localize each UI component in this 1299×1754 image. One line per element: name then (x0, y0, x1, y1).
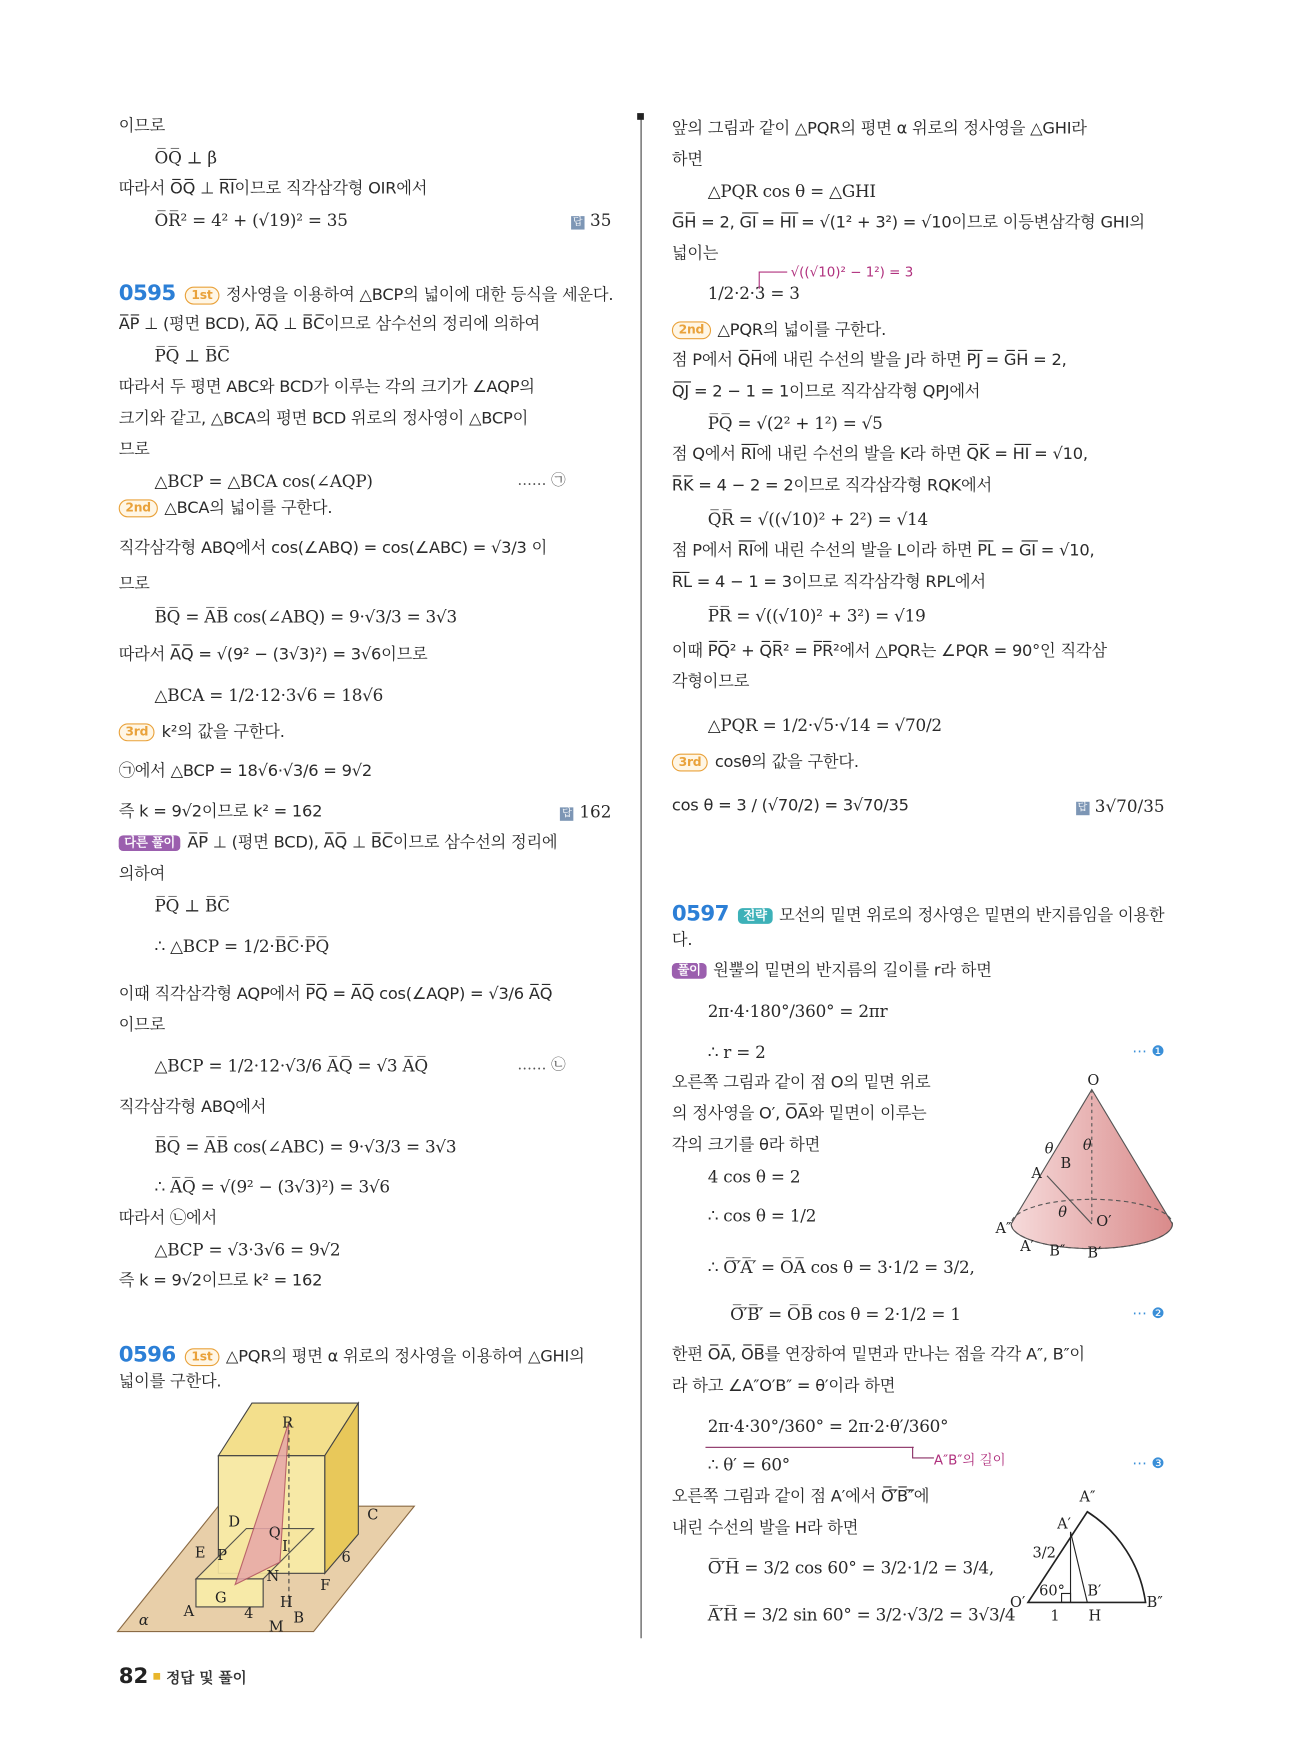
line-text: 즉 k = 9√2이므로 k² = 162 (118, 802, 323, 821)
answer-icon: 답 (572, 217, 583, 229)
text-line (119, 312, 540, 337)
text-line (119, 800, 323, 825)
line-text: 크기와 같고, △BCA의 평면 BCD 위로의 정사영이 △BCP이 (118, 409, 529, 428)
text-line (672, 148, 703, 173)
text-line (708, 1165, 801, 1190)
text-line (119, 375, 535, 400)
line-text: 점 Q에서 R̅I̅에 내린 수선의 발을 K라 하면 Q̅K̅ = H̅I̅ = √10, (671, 445, 1088, 464)
problem-heading (119, 281, 614, 308)
text-line (708, 1040, 766, 1065)
line-text: ∴ θ′ = 60° (707, 1454, 790, 1475)
svg-text:A: A (183, 1602, 195, 1620)
line-text: O̅′̅B̅′̅ = O̅B̅ cos θ = 2·1/2 = 1 (730, 1304, 961, 1325)
problem-heading (119, 1343, 585, 1370)
problem-heading (672, 901, 1164, 928)
text-line (672, 211, 1145, 236)
text-line (672, 670, 749, 695)
line-text: 각의 크기를 θ라 하면 (671, 1136, 821, 1155)
line-text: A̅P̅ ⊥ (평면 BCD), A̅Q̅ ⊥ B̅C̅이므로 삼수선의 정리에 의하여 (118, 315, 541, 334)
footer-square-icon (154, 1673, 161, 1680)
text-line (672, 442, 1088, 467)
text-line (155, 469, 373, 494)
line-text: 점 P에서 R̅I̅에 내린 수선의 발을 L이라 하면 P̅L̅ = G̅I̅ = √10, (671, 541, 1095, 560)
text-line (155, 1054, 428, 1079)
line-text: 이때 P̅Q̅² + Q̅R̅² = P̅R̅²에서 △PQR는 ∠PQR = 90°인 직각삼 (671, 642, 1107, 661)
text-line (672, 318, 886, 343)
text-line (672, 794, 909, 819)
line-text: B̅Q̅ = A̅B̅ cos(∠ABQ) = 9·√3/3 = 3√3 (154, 606, 457, 628)
line-text: P̅R̅ = √((√10)² + 3²) = √19 (707, 605, 926, 626)
equation-marker: …… ㉡ (517, 1057, 566, 1074)
line-text: 므로 (118, 441, 150, 460)
svg-text:6: 6 (341, 1549, 351, 1567)
text-line (708, 999, 888, 1024)
step-badge: 3rd (672, 754, 708, 772)
text-line (672, 1102, 927, 1127)
line-text: 의 정사영을 O′, O̅A̅와 밑면이 이루는 (671, 1105, 927, 1124)
text-line (119, 536, 547, 561)
line-text: 모선의 밑면 위로의 정사영은 밑면의 반지름임을 이용한 (779, 907, 1165, 925)
problem-number: 0596 (118, 1342, 176, 1368)
text-line (119, 114, 165, 139)
text-line (119, 1370, 222, 1395)
svg-text:M: M (268, 1618, 284, 1636)
line-text: cos θ = 3 / (√70/2) = 3√70/35 (671, 797, 909, 816)
line-text: 오른쪽 그림과 같이 점 O의 밑면 위로 (671, 1073, 931, 1092)
equation-marker: ⋯ ❷ (1132, 1305, 1165, 1323)
svg-text:A″: A″ (995, 1219, 1012, 1237)
step-badge: 3rd (119, 723, 155, 741)
text-line (119, 1206, 217, 1231)
svg-text:A′: A′ (1057, 1515, 1071, 1533)
svg-text:N: N (266, 1568, 280, 1586)
line-text: 즉 k = 9√2이므로 k² = 162 (118, 1272, 323, 1291)
svg-text:F: F (320, 1577, 331, 1595)
svg-text:α: α (138, 1611, 149, 1629)
svg-text:B: B (293, 1609, 305, 1627)
svg-text:Q: Q (268, 1524, 281, 1542)
text-line (708, 1452, 790, 1477)
line-text: 따라서 A̅Q̅ = √(9² − (3√3)²) = 3√6이므로 (118, 646, 428, 665)
text-line (119, 496, 333, 521)
text-line (672, 474, 992, 499)
text-line (708, 1204, 816, 1229)
text-line (672, 959, 992, 984)
equation-marker: ⋯ ❸ (1132, 1455, 1165, 1473)
page-footer (119, 1664, 247, 1689)
line-text: 이므로 (118, 117, 166, 136)
alt-badge: 다른 풀이 (119, 835, 181, 851)
text-line (672, 539, 1095, 564)
answer (571, 208, 611, 233)
svg-text:θ: θ (1082, 1137, 1092, 1155)
divider-marker (637, 113, 644, 120)
line-text: 원뿔의 밑면의 반지름의 길이를 r라 하면 (713, 961, 992, 980)
text-line (119, 831, 558, 856)
text-line (119, 982, 553, 1007)
text-line (119, 177, 428, 202)
svg-text:O′: O′ (1096, 1213, 1112, 1231)
line-text: 각형이므로 (671, 672, 750, 691)
svg-text:60°: 60° (1039, 1582, 1065, 1600)
line-text: 의하여 (118, 865, 166, 884)
column-divider (641, 115, 642, 1638)
text-line (672, 1485, 929, 1510)
text-line (672, 116, 1087, 141)
line-text: P̅Q̅ ⊥ B̅C̅ (154, 895, 230, 916)
line-text: △BCA의 넓이를 구한다. (164, 499, 333, 518)
line-text: 앞의 그림과 같이 △PQR의 평면 α 위로의 정사영을 △GHI라 (671, 119, 1087, 138)
text-line (155, 146, 217, 171)
line-text: cosθ의 값을 구한다. (714, 753, 859, 772)
box-projection-figure (112, 1394, 426, 1640)
ghi-height-annotation: √((√10)² − 1²) = 3 (790, 264, 914, 280)
line-text: O̅′̅H̅ = 3/2 cos 60° = 3/2·1/2 = 3/4, (707, 1557, 994, 1578)
line-text: ∴ O̅′̅A̅′̅ = O̅A̅ cos θ = 3·1/2 = 3/2, (707, 1257, 975, 1278)
text-line (708, 507, 928, 532)
sol-badge: 풀이 (672, 963, 707, 979)
answer (560, 800, 611, 825)
problem-number: 0595 (118, 281, 176, 306)
line-text: △BCA = 1/2·12·3√6 = 18√6 (154, 685, 384, 706)
svg-text:B′: B′ (1087, 1582, 1102, 1600)
text-line (672, 1071, 931, 1096)
text-line (708, 1414, 949, 1439)
line-text: 내린 수선의 발을 H라 하면 (671, 1519, 859, 1538)
svg-text:O: O (1087, 1072, 1100, 1090)
text-line (155, 208, 348, 233)
line-text: R̅L̅ = 4 − 1 = 3이므로 직각삼각형 RPL에서 (671, 573, 986, 592)
svg-text:C: C (367, 1506, 379, 1524)
svg-text:θ: θ (1058, 1204, 1067, 1222)
text-line (155, 683, 384, 708)
line-text: ∴ A̅Q̅ = √(9² − (3√3)²) = 3√6 (154, 1176, 390, 1198)
text-line (119, 1013, 165, 1038)
line-text: k²의 값을 구한다. (161, 723, 285, 742)
text-line (672, 750, 859, 775)
line-text: A̅′̅H̅ = 3/2 sin 60° = 3/2·√3/2 = 3√3/4 (707, 1604, 1016, 1625)
svg-text:P: P (217, 1546, 228, 1564)
text-line (672, 570, 986, 595)
text-line (672, 1133, 820, 1158)
line-text: △PQR의 평면 α 위로의 정사영을 이용하여 △GHI의 (225, 1348, 585, 1367)
text-line (708, 411, 883, 436)
line-text: 이때 직각삼각형 AQP에서 P̅Q̅ = A̅Q̅ cos(∠AQP) = √3/6 A̅Q̅ (118, 985, 553, 1004)
text-line (119, 1269, 323, 1294)
svg-text:B″: B″ (1146, 1593, 1163, 1611)
equation-marker: ⋯ ❶ (1132, 1043, 1165, 1061)
text-line (119, 862, 165, 887)
text-line (119, 438, 150, 463)
page-number: 82 (118, 1664, 149, 1689)
line-text: △BCP = 1/2·12·√3/6 A̅Q̅ = √3 A̅Q̅ (154, 1055, 428, 1077)
svg-text:A: A (1031, 1165, 1042, 1183)
answer-value: 35 (590, 210, 612, 231)
svg-text:4: 4 (244, 1605, 254, 1623)
text-line (672, 348, 1067, 373)
answer-icon: 답 (1077, 802, 1088, 815)
step-badge: 2nd (119, 499, 158, 517)
line-text: B̅Q̅ = A̅B̅ cos(∠ABC) = 9·√3/3 = 3√3 (154, 1136, 457, 1157)
line-text: ∴ r = 2 (707, 1042, 766, 1063)
answer-value: 162 (579, 801, 612, 822)
equation-marker: …… ㉠ (517, 472, 566, 490)
answer-icon: 답 (562, 808, 572, 820)
line-text: ㉠에서 △BCP = 18√6·√3/6 = 9√2 (118, 762, 372, 781)
svg-text:θ: θ (1044, 1140, 1054, 1158)
step-badge: 2nd (672, 321, 711, 339)
text-line (119, 406, 528, 431)
line-text: 오른쪽 그림과 같이 점 A′에서 O̅′̅B̅″̅에 (671, 1488, 930, 1507)
text-line (708, 604, 926, 629)
line-text: ∴ △BCP = 1/2·B̅C̅·P̅Q̅ (154, 936, 329, 957)
text-line (155, 1237, 341, 1262)
line-text: 4 cos θ = 2 (707, 1166, 801, 1187)
text-line (708, 1555, 994, 1580)
line-text: 점 P에서 Q̅H̅에 내린 수선의 발을 J라 하면 P̅J̅ = G̅H̅ = 2, (671, 351, 1067, 370)
svg-text:1: 1 (1050, 1607, 1060, 1625)
text-line (672, 1343, 1085, 1368)
line-text: 다. (671, 931, 693, 950)
line-text: △PQR의 넓이를 구한다. (717, 321, 887, 340)
line-text: 따라서 ㉡에서 (118, 1209, 217, 1228)
line-text: P̅Q̅ ⊥ B̅C̅ (154, 346, 230, 367)
line-text: 넓이는 (671, 245, 719, 264)
line-text: △PQR = 1/2·√5·√14 = √70/2 (707, 715, 942, 736)
equation-underline (705, 1447, 913, 1448)
text-line (672, 242, 718, 267)
sector-figure (1006, 1484, 1185, 1641)
line-text: O̅R̅² = 4² + (√19)² = 35 (154, 210, 348, 231)
svg-text:H: H (1088, 1607, 1102, 1625)
svg-text:B: B (1060, 1154, 1072, 1172)
line-text: 정사영을 이용하여 △BCP의 넓이에 대한 등식을 세운다. (225, 286, 614, 305)
text-line (119, 720, 285, 745)
annotation-leader (756, 269, 792, 291)
svg-text:B″: B″ (1049, 1242, 1066, 1260)
step-badge: 1st (185, 287, 220, 305)
line-text: △BCP = √3·3√6 = 9√2 (154, 1239, 341, 1260)
svg-text:A′: A′ (1020, 1237, 1034, 1255)
text-line (672, 639, 1107, 664)
line-text: 따라서 두 평면 ABC와 BCD가 이루는 각의 크기가 ∠AQP의 (118, 378, 535, 397)
text-line (155, 344, 230, 369)
answer-value: 3√70/35 (1094, 796, 1165, 817)
line-text: Q̅J̅ = 2 − 1 = 1이므로 직각삼각형 QPJ에서 (671, 382, 981, 401)
answer (1076, 794, 1165, 819)
text-line (155, 1175, 390, 1200)
svg-text:E: E (194, 1544, 206, 1562)
text-line (708, 1602, 1016, 1627)
text-line (155, 605, 457, 630)
step-badge: 1st (185, 1348, 220, 1366)
line-text: 라 하고 ∠A″O′B″ = θ′이라 하면 (671, 1377, 896, 1396)
line-text: 넓이를 구한다. (118, 1372, 222, 1391)
line-text: ∴ cos θ = 1/2 (707, 1206, 817, 1227)
svg-text:3/2: 3/2 (1032, 1544, 1056, 1562)
line-text: △BCP = △BCA cos(∠AQP) (154, 471, 373, 492)
text-line (672, 380, 980, 405)
text-line (708, 1255, 975, 1280)
annotation-leader (909, 1447, 936, 1463)
cone-figure (991, 1069, 1176, 1265)
svg-text:I: I (282, 1537, 288, 1555)
line-text: R̅K̅ = 4 − 2 = 2이므로 직각삼각형 RQK에서 (671, 477, 992, 495)
text-line (730, 1302, 961, 1327)
text-line (672, 1374, 895, 1399)
text-line (119, 572, 150, 597)
text-line (155, 934, 329, 959)
svg-text:H: H (279, 1593, 293, 1611)
text-line (672, 928, 692, 953)
problem-number: 0597 (671, 901, 729, 927)
line-text: O̅Q̅ ⊥ β (154, 147, 217, 168)
svg-text:R: R (282, 1414, 294, 1432)
arc-length-annotation: A″B″의 길이 (933, 1452, 1006, 1469)
strat-badge: 전략 (738, 908, 773, 924)
text-line (672, 1516, 858, 1541)
line-text: 따라서 O̅Q̅ ⊥ R̅I̅이므로 직각삼각형 OIR에서 (118, 180, 428, 199)
svg-text:D: D (228, 1513, 241, 1531)
footer-label: 정답 및 풀이 (166, 1670, 247, 1688)
line-text: 므로 (118, 575, 150, 594)
line-text: 한편 O̅A̅, O̅B̅를 연장하여 밑면과 만나는 점을 각각 A″, B″이 (671, 1345, 1085, 1364)
text-line (155, 894, 230, 919)
line-text: △PQR cos θ = △GHI (707, 181, 876, 202)
line-text: P̅Q̅ = √(2² + 1²) = √5 (707, 413, 883, 434)
line-text: 직각삼각형 ABQ에서 (118, 1098, 267, 1117)
line-text: A̅P̅ ⊥ (평면 BCD), A̅Q̅ ⊥ B̅C̅이므로 삼수선의 정리에 (187, 834, 558, 853)
line-text: 직각삼각형 ABQ에서 cos(∠ABQ) = cos(∠ABC) = √3/3 이 (118, 539, 548, 558)
svg-text:O′: O′ (1010, 1593, 1026, 1611)
line-text: G̅H̅ = 2, G̅I̅ = H̅I̅ = √(1² + 3²) = √10이므로 이등변삼각형 GHI의 (671, 213, 1145, 232)
line-text: 2π·4·180°/360° = 2πr (707, 1001, 888, 1022)
line-text: 하면 (671, 151, 703, 170)
text-line (708, 713, 942, 738)
text-line (119, 759, 372, 784)
text-line (119, 1095, 267, 1120)
line-text: 1/2·2·3 = 3 (707, 283, 800, 304)
text-line (119, 643, 428, 668)
svg-text:G: G (215, 1589, 227, 1607)
svg-text:A″: A″ (1079, 1488, 1096, 1506)
text-line (708, 179, 876, 204)
text-line (155, 1134, 457, 1159)
line-text: 2π·4·30°/360° = 2π·2·θ′/360° (707, 1416, 949, 1437)
line-text: Q̅R̅ = √((√10)² + 2²) = √14 (707, 509, 929, 530)
line-text: 이므로 (118, 1016, 166, 1035)
svg-text:B′: B′ (1087, 1244, 1102, 1262)
